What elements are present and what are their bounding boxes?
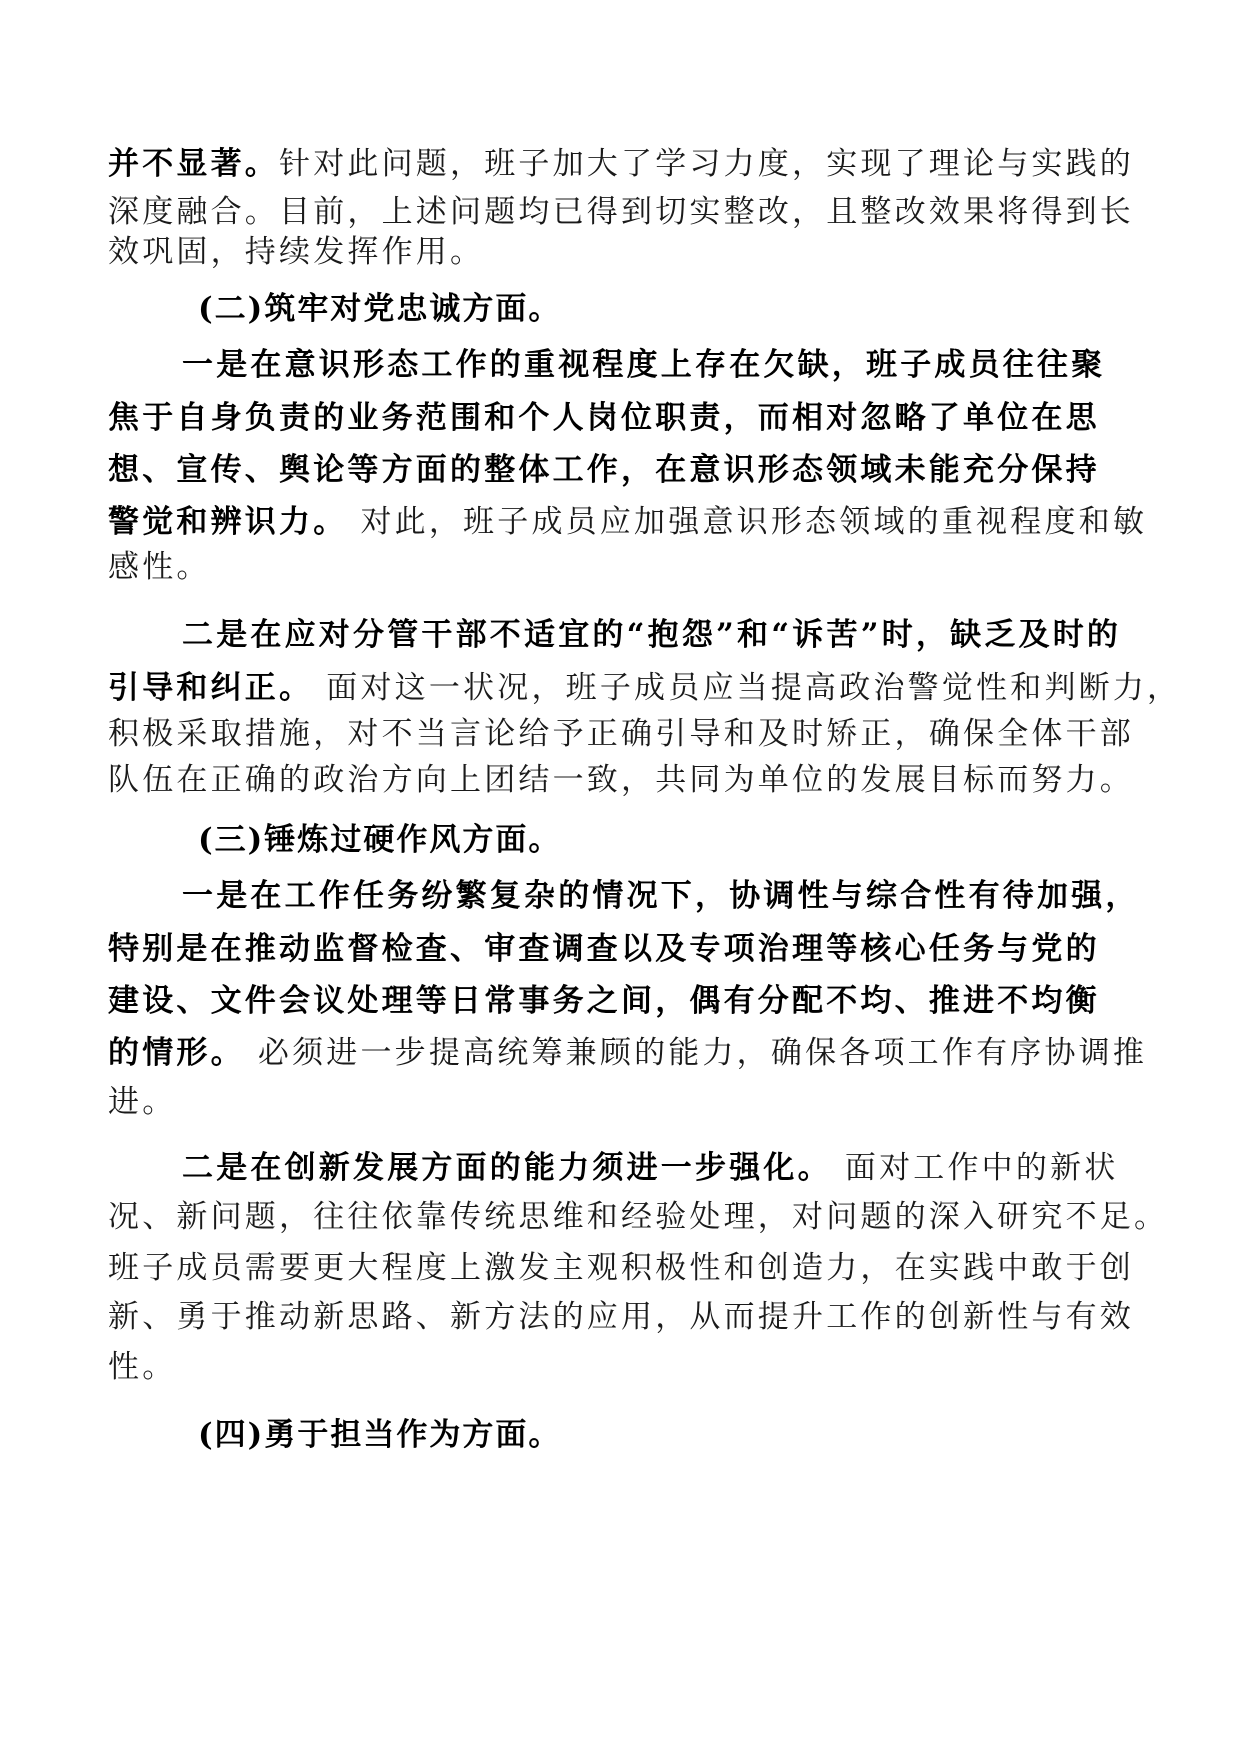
- para3-line2: [108, 666, 1181, 710]
- para4-line1: 一是在工作任务纷繁复杂的情况下，协调性与综合性有待加强，: [182, 878, 1140, 914]
- para5-line5: 性。: [108, 1349, 177, 1385]
- para2-line4: [108, 500, 1147, 544]
- para2-bold: 警觉和辨识力。: [108, 504, 348, 540]
- para4-line5: 进。: [108, 1084, 177, 1120]
- para5-line3: 班子成员需要更大程度上激发主观积极性和创造力，在实践中敢于创: [108, 1250, 1134, 1286]
- para4-bold: 的情形。: [108, 1035, 245, 1071]
- para2-line1: 一是在意识形态工作的重视程度上存在欠缺，班子成员往往聚: [182, 347, 1106, 383]
- para4-text: 必须进一步提高统筹兼顾的能力，确保各项工作有序协调推: [244, 1035, 1148, 1071]
- para1-bold: 并不显著。: [108, 146, 279, 182]
- para1-line2: 深度融合。目前，上述问题均已得到切实整改，且整改效果将得到长: [108, 194, 1134, 230]
- section-heading-4: (四)勇于担当作为方面。: [198, 1417, 562, 1453]
- para3-line3: 积极采取措施，对不当言论给予正确引导和及时矫正，确保全体干部: [108, 716, 1134, 752]
- para1-text: 针对此问题，班子加大了学习力度，实现了理论与实践的: [279, 146, 1134, 182]
- section-heading-2: (二)筑牢对党忠诚方面。: [198, 291, 562, 327]
- para2-line3: 想、宣传、舆论等方面的整体工作，在意识形态领域未能充分保持: [108, 452, 1100, 488]
- para5-text: 面对工作中的新状: [831, 1150, 1119, 1186]
- para4-line4: [108, 1031, 1147, 1075]
- para2-line2: 焦于自身负责的业务范围和个人岗位职责，而相对忽略了单位在思: [108, 400, 1100, 436]
- para4-line3: 建设、文件会议处理等日常事务之间，偶有分配不均、推进不均衡: [108, 983, 1100, 1019]
- para3-bold: 引导和纠正。: [108, 670, 314, 706]
- para3-line4: 队伍在正确的政治方向上团结一致，共同为单位的发展目标而努力。: [108, 762, 1134, 798]
- para5-line4: 新、勇于推动新思路、新方法的应用，从而提升工作的创新性与有效: [108, 1299, 1134, 1335]
- para3-text: 面对这一状况，班子成员应当提高政治警觉性和判断力，: [313, 670, 1182, 706]
- para2-line5: 感性。: [108, 549, 211, 585]
- para5-line2: 况、新问题，往往依靠传统思维和经验处理，对问题的深入研究不足。: [108, 1199, 1169, 1235]
- para3-line1: 二是在应对分管干部不适宜的“抱怨”和“诉苦”时，缺乏及时的: [182, 617, 1122, 653]
- para1-line1: [108, 142, 1134, 186]
- para2-text: 对此，班子成员应加强意识形态领域的重视程度和敏: [347, 504, 1148, 540]
- para5-bold: 二是在创新发展方面的能力须进一步强化。: [182, 1150, 832, 1186]
- para4-line2: 特别是在推动监督检查、审查调查以及专项治理等核心任务与党的: [108, 931, 1100, 967]
- para5-line1: [182, 1146, 1118, 1190]
- section-heading-3: (三)锤炼过硬作风方面。: [198, 822, 562, 858]
- para1-line3: 效巩固，持续发挥作用。: [108, 234, 485, 270]
